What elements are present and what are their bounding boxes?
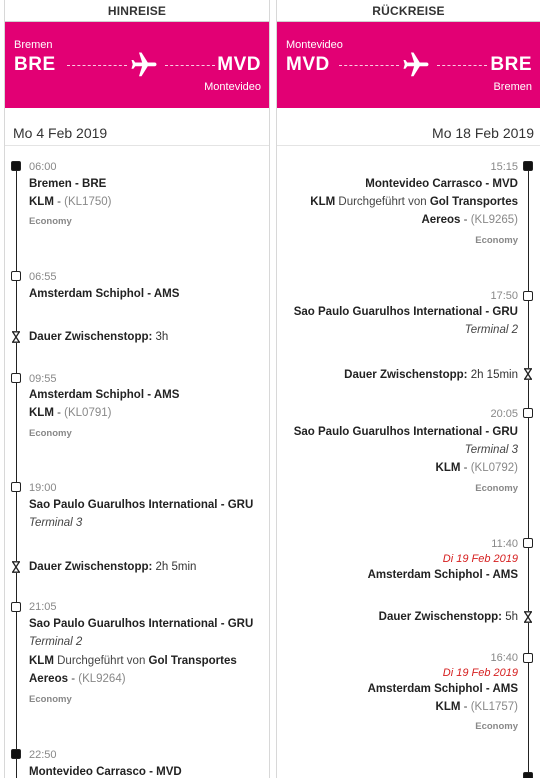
destination-code: MVD	[217, 54, 261, 75]
flight-info: KLM Durchgeführt von Gol Transportes	[310, 196, 518, 208]
inbound-panel	[276, 0, 540, 778]
arrival-time: 11:40	[491, 538, 518, 550]
departure-time: 16:40	[490, 652, 518, 664]
flight-info: KLM Durchgeführt von Gol Transportes	[29, 655, 237, 667]
origin-city: Montevideo	[286, 39, 343, 51]
airplane-icon	[399, 50, 433, 80]
departure-terminal: Terminal 3	[464, 444, 518, 456]
origin-code: MVD	[286, 54, 330, 75]
arrival-time: 19:00	[29, 482, 57, 494]
departure-node	[523, 408, 533, 418]
layover-duration: Dauer Zwischenstopp: 3h	[29, 331, 169, 343]
cabin-class: Economy	[475, 235, 518, 246]
hourglass-icon	[523, 611, 533, 623]
outbound-date: Mo 4 Feb 2019	[5, 118, 269, 146]
arrival-time: 22:50	[29, 749, 57, 761]
hourglass-icon	[11, 331, 21, 343]
timeline-line	[528, 166, 529, 778]
route-line-left	[339, 65, 399, 66]
arrival-location: Amsterdam Schiphol - AMS	[367, 569, 518, 581]
departure-location: Sao Paulo Guarulhos International - GRU	[29, 618, 254, 630]
final-arrival-node	[11, 749, 21, 759]
airplane-icon	[127, 50, 161, 80]
flight-info-cont: Aereos - (KL9265)	[421, 214, 518, 226]
flight-info: KLM - (KL0791)	[29, 407, 112, 419]
arrival-node	[523, 538, 533, 548]
hourglass-icon	[11, 561, 21, 573]
departure-time: 06:00	[29, 161, 57, 173]
arrival-location: Sao Paulo Guarulhos International - GRU	[29, 499, 254, 511]
departure-time: 21:05	[29, 601, 57, 613]
arrival-date-change: Di 19 Feb 2019	[442, 553, 518, 565]
cabin-class: Economy	[29, 428, 72, 439]
arrival-node	[11, 482, 21, 492]
departure-location: Bremen - BRE	[29, 178, 107, 190]
inbound-date: Mo 18 Feb 2019	[277, 118, 540, 146]
departure-date-change: Di 19 Feb 2019	[442, 667, 518, 679]
departure-node	[11, 602, 21, 612]
arrival-location: Amsterdam Schiphol - AMS	[29, 288, 180, 300]
layover-duration: Dauer Zwischenstopp: 2h 15min	[344, 369, 518, 381]
departure-time: 15:15	[490, 161, 518, 173]
arrival-node	[523, 291, 533, 301]
departure-node	[523, 653, 533, 663]
departure-time: 20:05	[490, 408, 518, 420]
origin-city: Bremen	[14, 39, 53, 51]
flight-info: KLM - (KL0792)	[435, 462, 518, 474]
cabin-class: Economy	[29, 216, 72, 227]
inbound-route-banner	[277, 22, 540, 108]
destination-city: Montevideo	[204, 81, 261, 93]
route-line-left	[67, 65, 127, 66]
flight-info: KLM - (KL1750)	[29, 196, 112, 208]
flight-info-cont: Aereos - (KL9264)	[29, 673, 126, 685]
departure-terminal: Terminal 2	[29, 636, 83, 648]
outbound-title: HINREISE	[5, 0, 269, 22]
arrival-location: Sao Paulo Guarulhos International - GRU	[293, 306, 518, 318]
arrival-terminal: Terminal 2	[464, 324, 518, 336]
departure-location: Sao Paulo Guarulhos International - GRU	[293, 426, 518, 438]
arrival-location: Montevideo Carrasco - MVD	[29, 766, 182, 778]
departure-time: 09:55	[29, 373, 57, 385]
layover-duration: Dauer Zwischenstopp: 2h 5min	[29, 561, 197, 573]
arrival-node	[11, 271, 21, 281]
origin-code: BRE	[14, 54, 56, 75]
departure-location: Amsterdam Schiphol - AMS	[29, 389, 180, 401]
inbound-title: RÜCKREISE	[277, 0, 540, 22]
arrival-terminal: Terminal 3	[29, 517, 83, 529]
route-line-right	[165, 65, 215, 66]
destination-code: BRE	[490, 54, 532, 75]
route-line-right	[437, 65, 487, 66]
flight-info: KLM - (KL1757)	[435, 701, 518, 713]
hourglass-icon	[523, 368, 533, 380]
arrival-time: 06:55	[29, 271, 57, 283]
outbound-route-banner	[5, 22, 269, 108]
layover-duration: Dauer Zwischenstopp: 5h	[378, 611, 518, 623]
cabin-class: Economy	[475, 721, 518, 732]
departure-node	[11, 373, 21, 383]
outbound-panel	[4, 0, 270, 778]
final-arrival-node	[523, 772, 533, 778]
destination-city: Bremen	[493, 81, 532, 93]
cabin-class: Economy	[475, 483, 518, 494]
arrival-time: 17:50	[490, 290, 518, 302]
departure-node	[11, 161, 21, 171]
cabin-class: Economy	[29, 694, 72, 705]
departure-location: Montevideo Carrasco - MVD	[365, 178, 518, 190]
departure-location: Amsterdam Schiphol - AMS	[367, 683, 518, 695]
timeline-line	[16, 166, 17, 778]
departure-node	[523, 161, 533, 171]
